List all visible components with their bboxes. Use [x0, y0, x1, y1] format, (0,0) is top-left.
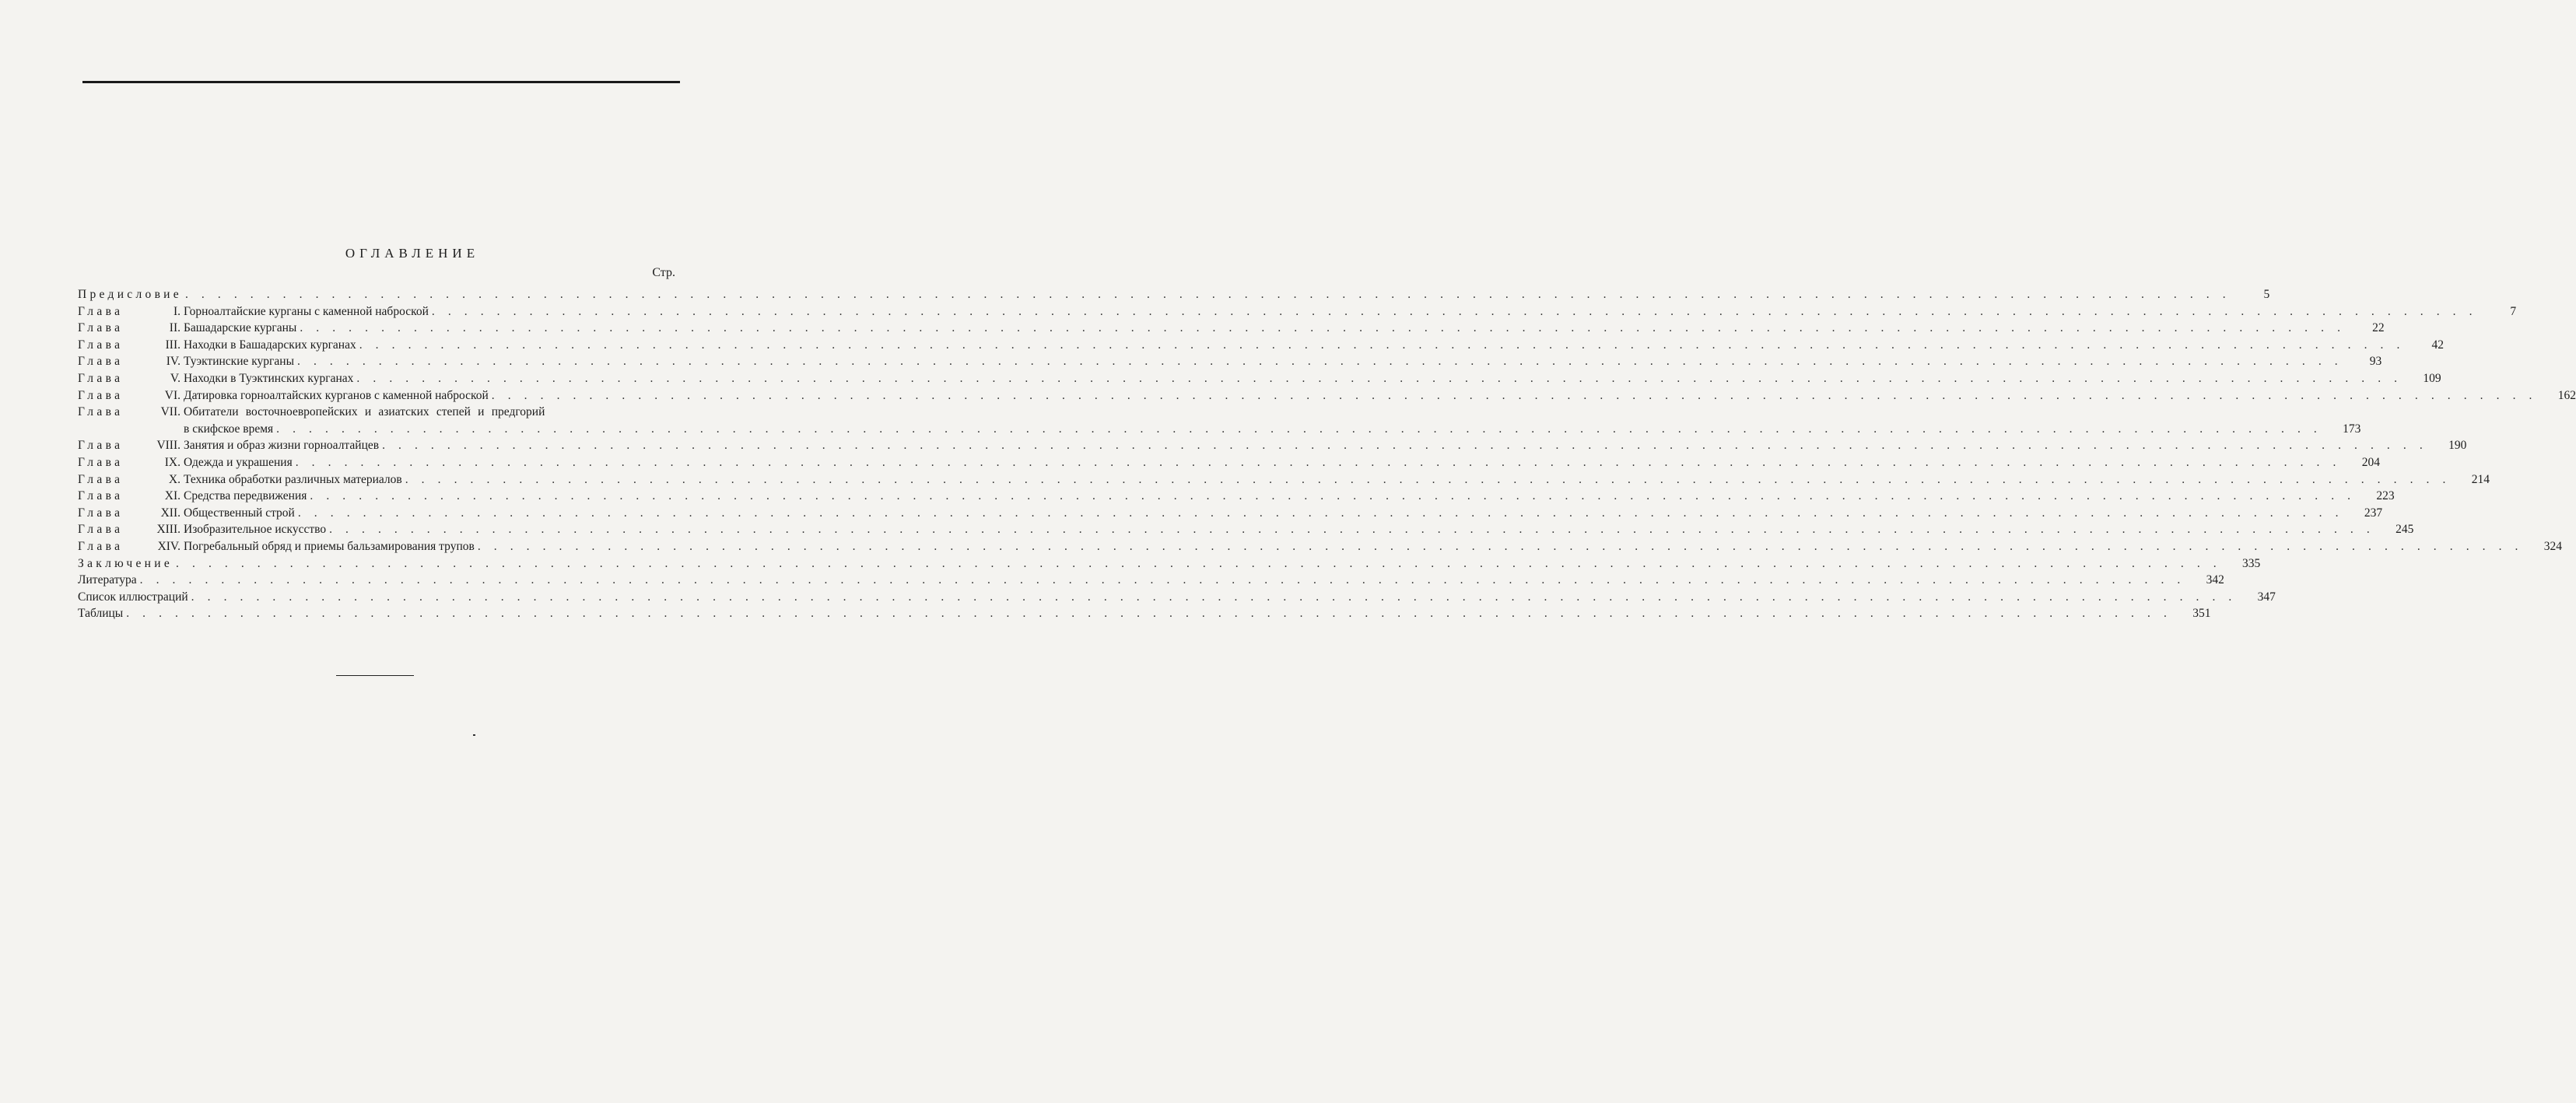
toc-entry-chapter[interactable] — [78, 521, 2414, 538]
chapter-number: XIV. — [157, 539, 180, 553]
dot-leader — [294, 353, 2343, 370]
toc-entry-chapter[interactable] — [78, 538, 2563, 555]
top-rule — [82, 81, 680, 83]
page-number: 214 — [2471, 472, 2490, 486]
chapter-number: I. — [173, 304, 180, 318]
chapter-number: VI. — [164, 388, 180, 402]
toc-entry-chapter[interactable] — [78, 387, 2576, 404]
page-number: 162 — [2557, 388, 2576, 402]
chapter-title: Техника обработки различных материалов — [184, 472, 402, 486]
chapter-word: Глава — [78, 388, 124, 402]
chapter-word: Глава — [78, 439, 124, 453]
entry-label: Литература — [78, 573, 137, 587]
dot-leader — [307, 488, 2355, 505]
page-number: 204 — [2361, 455, 2380, 469]
toc-entry-illustrations[interactable] — [78, 589, 2276, 606]
page-number: 335 — [2242, 556, 2261, 570]
page-number: 173 — [2343, 422, 2361, 436]
toc-entry-chapter[interactable] — [78, 320, 2385, 337]
chapter-number: III. — [165, 338, 180, 352]
toc-entry-tables[interactable] — [78, 605, 2211, 622]
dot-leader — [123, 605, 2171, 622]
chapter-title: Находки в Башадарских курганах — [184, 338, 356, 352]
chapter-number: II. — [169, 321, 180, 335]
dot-leader — [295, 505, 2343, 522]
page-number: 223 — [2376, 489, 2395, 503]
toc-entry-preface[interactable] — [78, 286, 2270, 303]
toc-entry-chapter[interactable] — [78, 471, 2490, 488]
chapter-word: Глава — [78, 405, 124, 419]
chapter-word: Глава — [78, 371, 124, 385]
chapter-number: V. — [170, 371, 180, 385]
chapter-title: Одежда и украшения — [184, 455, 293, 469]
page-number: 324 — [2543, 539, 2563, 553]
dot-leader — [137, 572, 2185, 589]
chapter-word: Глава — [78, 455, 124, 469]
dot-leader — [273, 421, 2322, 438]
page-number: 42 — [2431, 338, 2444, 352]
dot-leader — [475, 538, 2523, 555]
chapter-word: Глава — [78, 321, 124, 335]
page-number: 22 — [2372, 321, 2385, 335]
toc-entry-chapter[interactable] — [78, 337, 2444, 354]
page-number: 342 — [2206, 573, 2224, 587]
page-number: 190 — [2448, 439, 2467, 453]
chapter-title: Горноалтайские курганы с каменной наброской — [184, 304, 429, 318]
table-of-contents — [78, 286, 2576, 622]
chapter-number: IX. — [164, 455, 180, 469]
chapter-word: Глава — [78, 472, 124, 486]
dot-leader — [379, 437, 2427, 454]
chapter-number: XIII. — [156, 523, 180, 537]
toc-entry-chapter[interactable] — [78, 437, 2467, 454]
dot-leader — [402, 471, 2451, 488]
toc-entry-literature[interactable] — [78, 572, 2224, 589]
entry-label: Список иллюстраций — [78, 590, 188, 604]
chapter-title: Изобразительное искусство — [184, 523, 327, 537]
chapter-title-line2: в скифское время — [184, 422, 274, 436]
chapter-title: Туэктинские курганы — [184, 355, 295, 369]
chapter-title: Находки в Туэктинских курганах — [184, 371, 354, 385]
dot-leader — [489, 387, 2537, 404]
dot-leader — [353, 370, 2402, 387]
dot-leader — [182, 286, 2231, 303]
chapter-number: XI. — [164, 489, 180, 503]
page-column-header: Стр. — [652, 266, 675, 279]
entry-label: Заключение — [78, 556, 173, 570]
bottom-rule — [336, 675, 414, 676]
toc-title: ОГЛАВЛЕНИЕ — [345, 246, 480, 261]
entry-label: Предисловие — [78, 288, 182, 301]
chapter-title: Занятия и образ жизни горноалтайцев — [184, 439, 380, 453]
chapter-title: Общественный строй — [184, 506, 295, 520]
chapter-word: Глава — [78, 304, 124, 318]
toc-entry-chapter[interactable] — [78, 404, 2361, 437]
toc-entry-chapter[interactable] — [78, 454, 2380, 471]
toc-entry-chapter[interactable] — [78, 505, 2383, 522]
chapter-title: Датировка горноалтайских курганов с каменной наброской — [184, 388, 489, 402]
chapter-word: Глава — [78, 539, 124, 553]
chapter-word: Глава — [78, 355, 124, 369]
dot-leader — [326, 521, 2374, 538]
dot-leader — [296, 320, 2345, 337]
toc-entry-chapter[interactable] — [78, 488, 2395, 505]
toc-entry-chapter[interactable] — [78, 303, 2517, 320]
page-number: 7 — [2510, 304, 2517, 318]
chapter-number: XII. — [160, 506, 180, 520]
chapter-number: IV. — [166, 355, 180, 369]
page-number: 5 — [2263, 288, 2270, 301]
toc-entry-conclusion[interactable] — [78, 555, 2261, 573]
toc-entry-chapter[interactable] — [78, 370, 2441, 387]
page-number: 351 — [2192, 607, 2211, 621]
chapter-title: Погребальный обряд и приемы бальзамирования трупов — [184, 539, 475, 553]
chapter-word: Глава — [78, 489, 124, 503]
chapter-title: Башадарские курганы — [184, 321, 297, 335]
print-speck — [473, 734, 475, 736]
page-number: 109 — [2423, 371, 2441, 385]
dot-leader — [173, 555, 2221, 573]
chapter-number: VII. — [160, 405, 180, 419]
chapter-number: X. — [168, 472, 180, 486]
chapter-number: VIII. — [156, 439, 180, 453]
page-number: 93 — [2369, 355, 2382, 369]
dot-leader — [293, 454, 2341, 471]
page-number: 347 — [2257, 590, 2276, 604]
page-number: 245 — [2396, 523, 2414, 537]
chapter-title: Средства передвижения — [184, 489, 307, 503]
dot-leader — [356, 337, 2405, 354]
chapter-word: Глава — [78, 338, 124, 352]
chapter-title-block — [184, 404, 2360, 437]
chapter-word: Глава — [78, 523, 124, 537]
toc-entry-chapter[interactable] — [78, 353, 2382, 370]
dot-leader — [429, 303, 2477, 320]
chapter-title-line2-row — [184, 421, 2360, 438]
page-number: 237 — [2364, 506, 2383, 520]
dot-leader — [188, 589, 2237, 606]
chapter-title-line1: Обитатели восточноевропейских и азиатских степей и предгорий — [184, 405, 545, 419]
chapter-word: Глава — [78, 506, 124, 520]
entry-label: Таблицы — [78, 607, 124, 621]
